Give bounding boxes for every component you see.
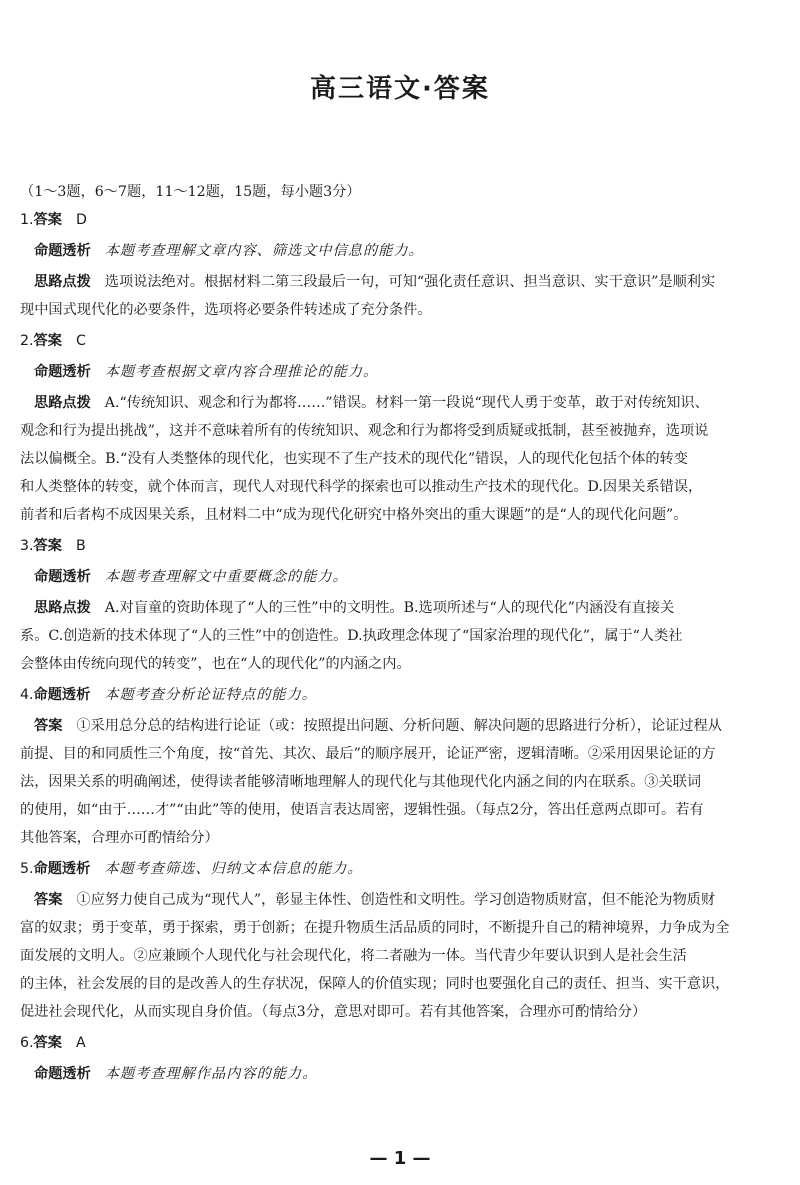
answer-line: 促进社会现代化，从而实现自身价值。（每点3分，意思对即可。若有其他答案，合理亦可酌情给分） xyxy=(20,1004,647,1020)
analysis-label: 命题透析 xyxy=(34,569,91,585)
hint-line: A.“传统知识、观念和行为都将……”错误。材料一第一段说“现代人勇于变革，敢于对传统知识、 xyxy=(104,395,709,411)
answer-item-3 xyxy=(20,532,782,678)
answer-label: 答案 xyxy=(33,538,62,554)
analysis-label: 命题透析 xyxy=(34,1066,91,1082)
answer-choice: C xyxy=(75,333,86,349)
hint-line: A.对盲童的资助体现了“人的三性”中的文明性。B.选项所述与“人的现代化”内涵没有直接关 xyxy=(104,600,675,616)
answer-content xyxy=(20,178,782,1088)
answer-label: 答案 xyxy=(33,212,62,228)
item-number: 5. xyxy=(20,861,34,877)
answer-line: 富的奴隶；勇于变革，勇于探索，勇于创新；在提升物质生活品质的同时，不断提升自己的精神境界，力争成为全 xyxy=(20,920,730,936)
analysis-text: 本题考查理解作品内容的能力。 xyxy=(104,1066,318,1082)
answer-label: 答案 xyxy=(34,718,63,734)
hint-line: 前者和后者构不成因果关系，且材料二中“成为现代化研究中格外突出的重大课题”的是“人的现代化问题”。 xyxy=(20,507,688,523)
answer-item-5 xyxy=(20,855,782,1026)
analysis-text: 本题考查根据文章内容合理推论的能力。 xyxy=(104,364,379,380)
hint-line: 会整体由传统向现代的转变”，也在“人的现代化”的内涵之内。 xyxy=(20,656,411,672)
analysis-label: 命题透析 xyxy=(33,861,91,877)
answer-line: 的主体，社会发展的目的是改善人的生存状况，保障人的价值实现；同时也要强化自己的责任、担当、实干意识， xyxy=(20,976,730,992)
answer-choice: B xyxy=(75,538,86,554)
hint-label: 思路点拨 xyxy=(34,395,91,411)
intro-note: （1～3题，6～7题，11～12题，15题，每小题3分） xyxy=(20,184,361,200)
hint-line: 系。C.创造新的技术体现了“人的三性”中的创造性。D.执政理念体现了“国家治理的现代化”，属于“人类社 xyxy=(20,628,683,644)
answer-item-6 xyxy=(20,1029,782,1088)
answer-line: 其他答案，合理亦可酌情给分） xyxy=(20,830,219,846)
analysis-label: 命题透析 xyxy=(34,243,91,259)
analysis-text: 本题考查筛选、归纳文本信息的能力。 xyxy=(104,861,363,877)
item-number: 3. xyxy=(20,538,34,554)
analysis-text: 本题考查理解文章内容、筛选文中信息的能力。 xyxy=(104,243,424,259)
answer-line: ①采用总分总的结构进行论证（或：按照提出问题、分析问题、解决问题的思路进行分析），论证过程从 xyxy=(76,718,722,734)
answer-line: 面发展的文明人。②应兼顾个人现代化与社会现代化，将二者融为一体。当代青少年要认识到人是社会生活 xyxy=(20,948,687,964)
analysis-text: 本题考查分析论证特点的能力。 xyxy=(104,687,317,703)
item-number: 4. xyxy=(20,687,34,703)
answer-item-2 xyxy=(20,327,782,529)
item-number: 2. xyxy=(20,333,34,349)
analysis-label: 命题透析 xyxy=(34,364,91,380)
answer-line: 的使用，如“由于……才”“由此”等的使用，使语言表达周密，逻辑性强。（每点2分，答出任意两点即可。若有 xyxy=(20,802,704,818)
page-number: — 1 — xyxy=(369,1148,431,1169)
answer-line: 法，因果关系的明确阐述，使得读者能够清晰地理解人的现代化与其他现代化内涵之间的内在联系。③关联词 xyxy=(20,774,702,790)
analysis-label: 命题透析 xyxy=(33,687,91,703)
answer-line: ①应努力使自己成为“现代人”，彰显主体性、创造性和文明性。学习创造物质财富，但不能沦为物质财 xyxy=(76,892,716,908)
hint-line: 法以偏概全。B.“没有人类整体的现代化，也实现不了生产技术的现代化”错误，人的现代化包括个体的转变 xyxy=(20,451,688,467)
answer-line: 前提、目的和同质性三个角度，按“首先、其次、最后”的顺序展开，论证严密，逻辑清晰。②采用因果论证的方 xyxy=(20,746,716,762)
answer-label: 答案 xyxy=(33,333,62,349)
answer-label: 答案 xyxy=(34,892,63,908)
hint-line: 观念和行为提出挑战”，这并不意味着所有的传统知识、观念和行为都将受到质疑或抵制，甚至被抛弃，选项说 xyxy=(20,423,709,439)
hint-label: 思路点拨 xyxy=(34,600,91,616)
hint-line: 选项说法绝对。根据材料二第三段最后一句，可知“强化责任意识、担当意识、实干意识”是顺利实 xyxy=(104,274,716,290)
answer-choice: A xyxy=(75,1035,86,1051)
item-number: 6. xyxy=(20,1035,34,1051)
answer-choice: D xyxy=(75,212,87,228)
hint-label: 思路点拨 xyxy=(34,274,91,290)
page-title: 高三语文·答案 xyxy=(310,74,490,104)
analysis-text: 本题考查理解文中重要概念的能力。 xyxy=(104,569,348,585)
answer-item-4 xyxy=(20,681,782,852)
answer-item-1 xyxy=(20,206,782,324)
answer-label: 答案 xyxy=(33,1035,62,1051)
hint-line: 现中国式现代化的必要条件，选项将必要条件转述成了充分条件。 xyxy=(20,302,432,318)
hint-line: 和人类整体的转变，就个体而言，现代人对现代科学的探索也可以推动生产技术的现代化。D.因果关系错误， xyxy=(20,479,703,495)
item-number: 1. xyxy=(20,212,34,228)
